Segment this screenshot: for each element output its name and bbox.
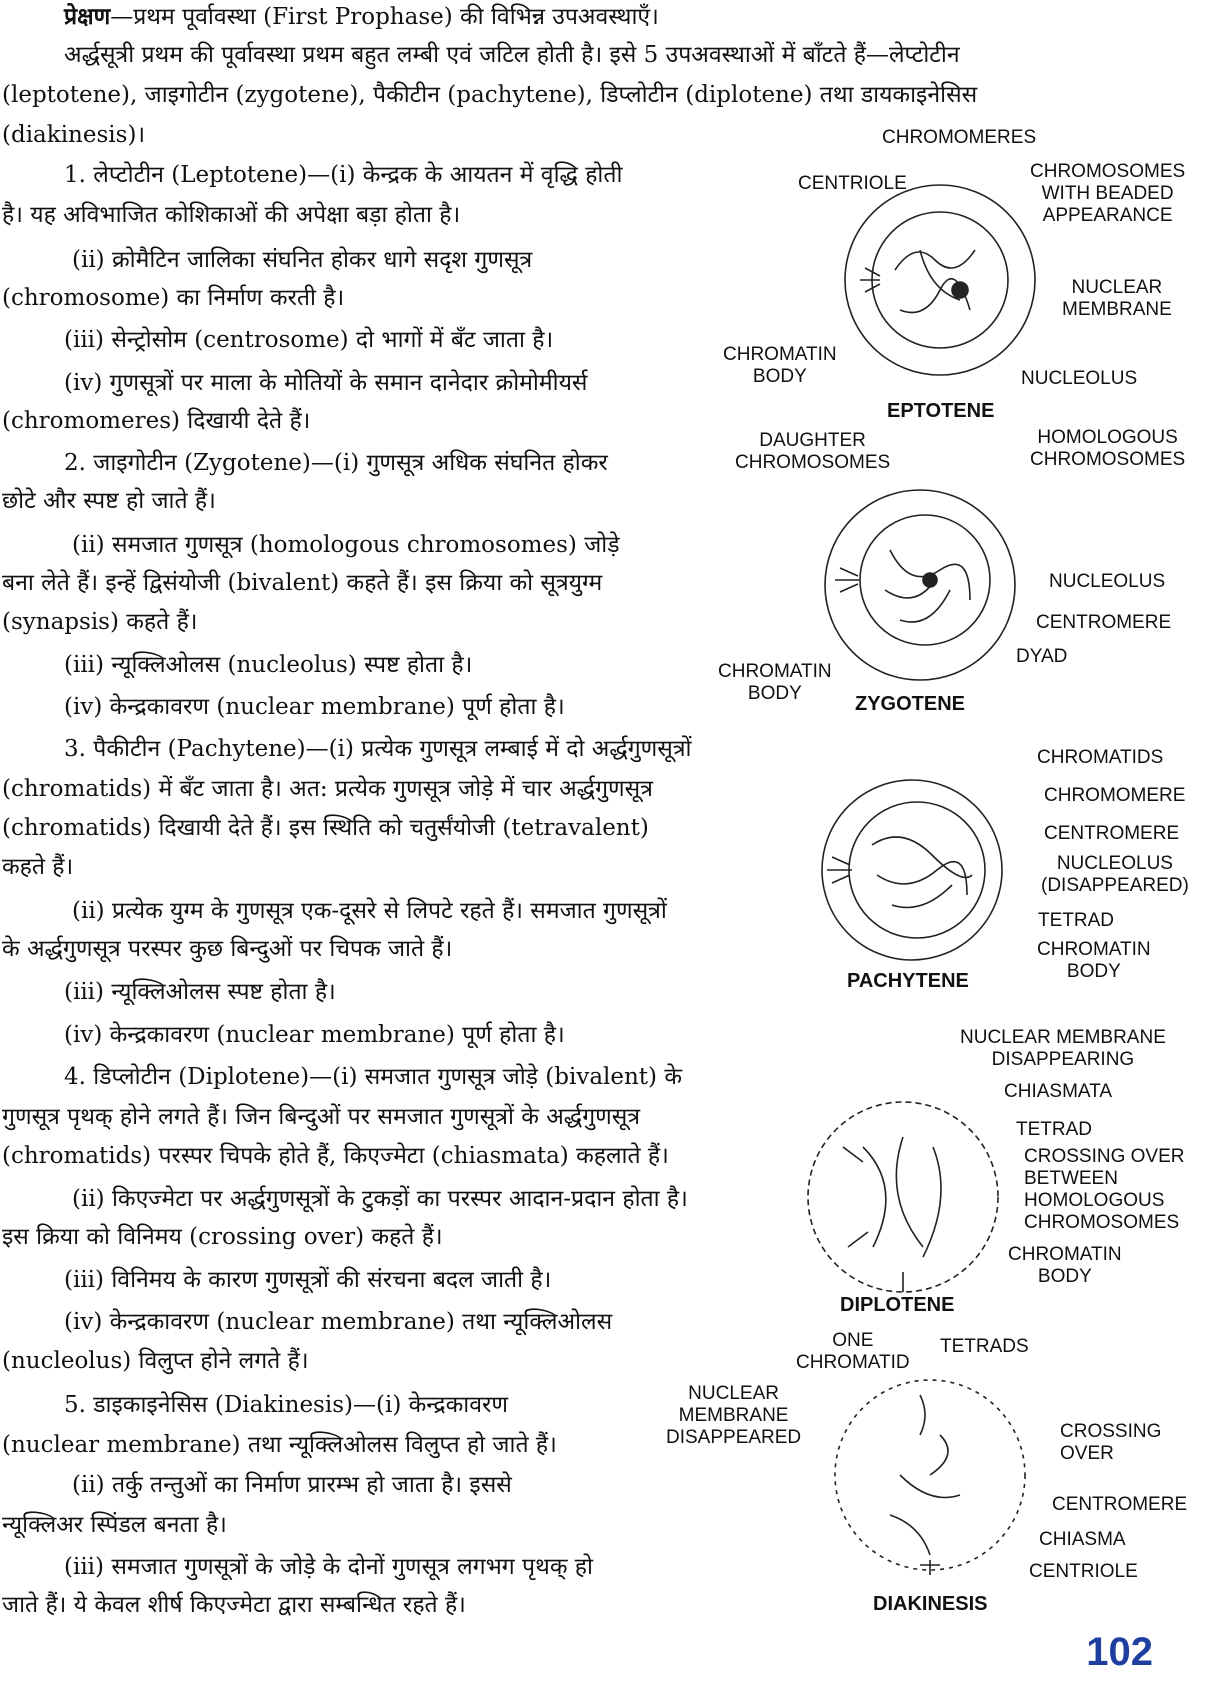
zygotene-label-chromatin-body: CHROMATIN BODY (718, 661, 832, 704)
leptotene-label-chromosomes: CHROMOSOMES WITH BEADED APPEARANCE (1030, 161, 1186, 226)
text-line: (ii) तर्कु तन्तुओं का निर्माण प्रारम्भ हो जाता है। इससे (72, 1472, 512, 1498)
text-line: है। यह अविभाजित कोशिकाओं की अपेक्षा बड़ा होता है। (2, 202, 461, 228)
pachytene-label-tetrad: TETRAD (1038, 910, 1114, 931)
pachytene-label-chromatin-body: CHROMATIN BODY (1037, 939, 1151, 982)
text-line: (leptotene), जाइगोटीन (zygotene), पैकीटीन (pachytene), डिप्लोटीन (diplotene) तथा डायकाइनेसिस (2, 82, 978, 108)
heading-rest: —प्रथम पूर्वावस्था (First Prophase) की विभिन्न उपअवस्थाएँ। (110, 4, 659, 30)
pachytene-label-chromomere: CHROMOMERE (1044, 785, 1186, 806)
pachytene-label-nucleolus: NUCLEOLUS (DISAPPEARED) (1041, 853, 1189, 896)
diplotene-caption: DIPLOTENE (840, 1294, 955, 1316)
text-line: 5. डाइकाइनेसिस (Diakinesis)—(i) केन्द्रकावरण (64, 1392, 509, 1418)
text-line: (iii) सेन्ट्रोसोम (centrosome) दो भागों में बँट जाता है। (64, 327, 554, 353)
zygotene-label-homologous-chromosomes: HOMOLOGOUS CHROMOSOMES (1030, 427, 1186, 470)
zygotene-diagram (820, 480, 1020, 690)
text-line: के अर्द्धगुणसूत्र परस्पर कुछ बिन्दुओं पर चिपक जाते हैं। (2, 936, 453, 962)
text-line: (nuclear membrane) तथा न्यूक्लिओलस विलुप्त हो जाते हैं। (2, 1432, 557, 1458)
text-line: (chromomeres) दिखायी देते हैं। (2, 408, 311, 434)
diplotene-diagram (803, 1097, 1018, 1297)
diakinesis-caption: DIAKINESIS (873, 1593, 988, 1615)
text-line: (synapsis) कहते हैं। (2, 609, 198, 635)
text-line: 4. डिप्लोटीन (Diplotene)—(i) समजात गुणसूत्र जोड़े (bivalent) के (64, 1064, 682, 1090)
pachytene-caption: PACHYTENE (847, 970, 969, 992)
pachytene-label-chromatids: CHROMATIDS (1037, 747, 1164, 768)
text-line: (iv) केन्द्रकावरण (nuclear membrane) पूर्ण होता है। (64, 694, 565, 720)
leptotene-label-nuclear-membrane: NUCLEAR MEMBRANE (1062, 277, 1172, 320)
zygotene-caption: ZYGOTENE (855, 693, 966, 715)
diakinesis-label-one-chromatid: ONE CHROMATID (796, 1330, 910, 1373)
text-line: गुणसूत्र पृथक् होने लगते हैं। जिन बिन्दुओं पर समजात गुणसूत्रों के अर्द्धगुणसूत्र (2, 1104, 641, 1130)
text-line: 3. पैकीटीन (Pachytene)—(i) प्रत्येक गुणसूत्र लम्बाई में दो अर्द्धगुणसूत्रों (64, 736, 692, 762)
text-line: (nucleolus) विलुप्त होने लगते हैं। (2, 1348, 309, 1374)
text-line: (chromatids) दिखायी देते हैं। इस स्थिति को चतुर्संयोजी (tetravalent) (2, 815, 649, 841)
text-line: (ii) किएज्मेटा पर अर्द्धगुणसूत्रों के टुकड़ों का परस्पर आदान-प्रदान होता है। (72, 1186, 688, 1212)
text-line: (iv) केन्द्रकावरण (nuclear membrane) तथा न्यूक्लिओलस (64, 1309, 613, 1335)
zygotene-label-dyad: DYAD (1016, 646, 1068, 667)
zygotene-label-centromere: CENTROMERE (1036, 612, 1172, 633)
pachytene-label-centromere: CENTROMERE (1044, 823, 1180, 844)
leptotene-label-centriole: CENTRIOLE (798, 173, 907, 194)
text-line: (ii) समजात गुणसूत्र (homologous chromosomes) जोड़े (72, 532, 620, 558)
zygotene-label-daughter-chromosomes: DAUGHTER CHROMOSOMES (735, 430, 891, 473)
text-line: छोटे और स्पष्ट हो जाते हैं। (2, 488, 216, 514)
text-line: अर्द्धसूत्री प्रथम की पूर्वावस्था प्रथम बहुत लम्बी एवं जटिल होती है। इसे 5 उपअवस्थाओं में बाँटते हैं—लेप्टोटीन (64, 42, 960, 68)
text-line: (iii) न्यूक्लिओलस स्पष्ट होता है। (64, 979, 336, 1005)
diplotene-label-chromatin-body: CHROMATIN BODY (1008, 1244, 1122, 1287)
diakinesis-diagram (830, 1375, 1030, 1580)
text-line: कहते हैं। (2, 854, 74, 880)
heading-label: प्रेक्षण (64, 3, 111, 30)
diplotene-label-crossing-over: CROSSING OVER BETWEEN HOMOLOGOUS CHROMOSOMES (1024, 1146, 1185, 1233)
diakinesis-label-crossing-over: CROSSING OVER (1060, 1421, 1162, 1464)
diplotene-label-nuclear-membrane: NUCLEAR MEMBRANE DISAPPEARING (960, 1027, 1166, 1070)
zygotene-label-nucleolus: NUCLEOLUS (1049, 571, 1166, 592)
diakinesis-label-chiasma: CHIASMA (1039, 1529, 1126, 1550)
leptotene-diagram (840, 160, 1040, 400)
page-number: 102 (1086, 1630, 1153, 1674)
text-line: (chromatids) में बँट जाता है। अत: प्रत्येक गुणसूत्र जोड़े में चार अर्द्धगुणसूत्र (2, 776, 653, 802)
text-line: जाते हैं। ये केवल शीर्ष किएज्मेटा द्वारा सम्बन्धित रहते हैं। (2, 1592, 466, 1618)
diakinesis-label-tetrads: TETRADS (940, 1336, 1029, 1357)
leptotene-label-chromatin-body: CHROMATIN BODY (723, 344, 837, 387)
text-line: (iv) गुणसूत्रों पर माला के मोतियों के समान दानेदार क्रोमोमीयर्स (64, 370, 588, 396)
text-line: (diakinesis)। (2, 122, 146, 148)
text-line: (iii) न्यूक्लिओलस (nucleolus) स्पष्ट होता है। (64, 652, 473, 678)
text-line: (iv) केन्द्रकावरण (nuclear membrane) पूर्ण होता है। (64, 1022, 565, 1048)
text-line: बना लेते हैं। इन्हें द्विसंयोजी (bivalent) कहते हैं। इस क्रिया को सूत्रयुग्म (2, 570, 603, 596)
section-heading (64, 2, 659, 32)
text-line: (ii) प्रत्येक युग्म के गुणसूत्र एक-दूसरे से लिपटे रहते हैं। समजात गुणसूत्रों (72, 898, 667, 924)
text-line: (chromosome) का निर्माण करती है। (2, 285, 345, 311)
text-line: (chromatids) परस्पर चिपके होते हैं, किएज्मेटा (chiasmata) कहलाते हैं। (2, 1143, 669, 1169)
text-line: (iii) विनिमय के कारण गुणसूत्रों की संरचना बदल जाती है। (64, 1267, 552, 1293)
text-line: (ii) क्रोमैटिन जालिका संघनित होकर धागे सदृश गुणसूत्र (72, 247, 533, 273)
text-line: 1. लेप्टोटीन (Leptotene)—(i) केन्द्रक के आयतन में वृद्धि होती (64, 162, 623, 188)
text-line: न्यूक्लिअर स्पिंडल बनता है। (2, 1512, 227, 1538)
pachytene-diagram (812, 775, 1032, 965)
diakinesis-label-nuclear-membrane: NUCLEAR MEMBRANE DISAPPEARED (666, 1383, 802, 1448)
text-line: (iii) समजात गुणसूत्रों के जोड़े के दोनों गुणसूत्र लगभग पृथक् हो (64, 1554, 593, 1580)
leptotene-label-nucleolus: NUCLEOLUS (1021, 368, 1138, 389)
diakinesis-label-centriole: CENTRIOLE (1029, 1561, 1138, 1582)
text-line: 2. जाइगोटीन (Zygotene)—(i) गुणसूत्र अधिक संघनित होकर (64, 450, 608, 476)
diplotene-label-tetrad: TETRAD (1016, 1119, 1092, 1140)
text-line: इस क्रिया को विनिमय (crossing over) कहते हैं। (2, 1224, 443, 1250)
leptotene-caption: EPTOTENE (887, 400, 995, 422)
diplotene-label-chiasmata: CHIASMATA (1004, 1081, 1113, 1102)
leptotene-label-chromomeres: CHROMOMERES (882, 127, 1037, 148)
diakinesis-label-centromere: CENTROMERE (1052, 1494, 1188, 1515)
